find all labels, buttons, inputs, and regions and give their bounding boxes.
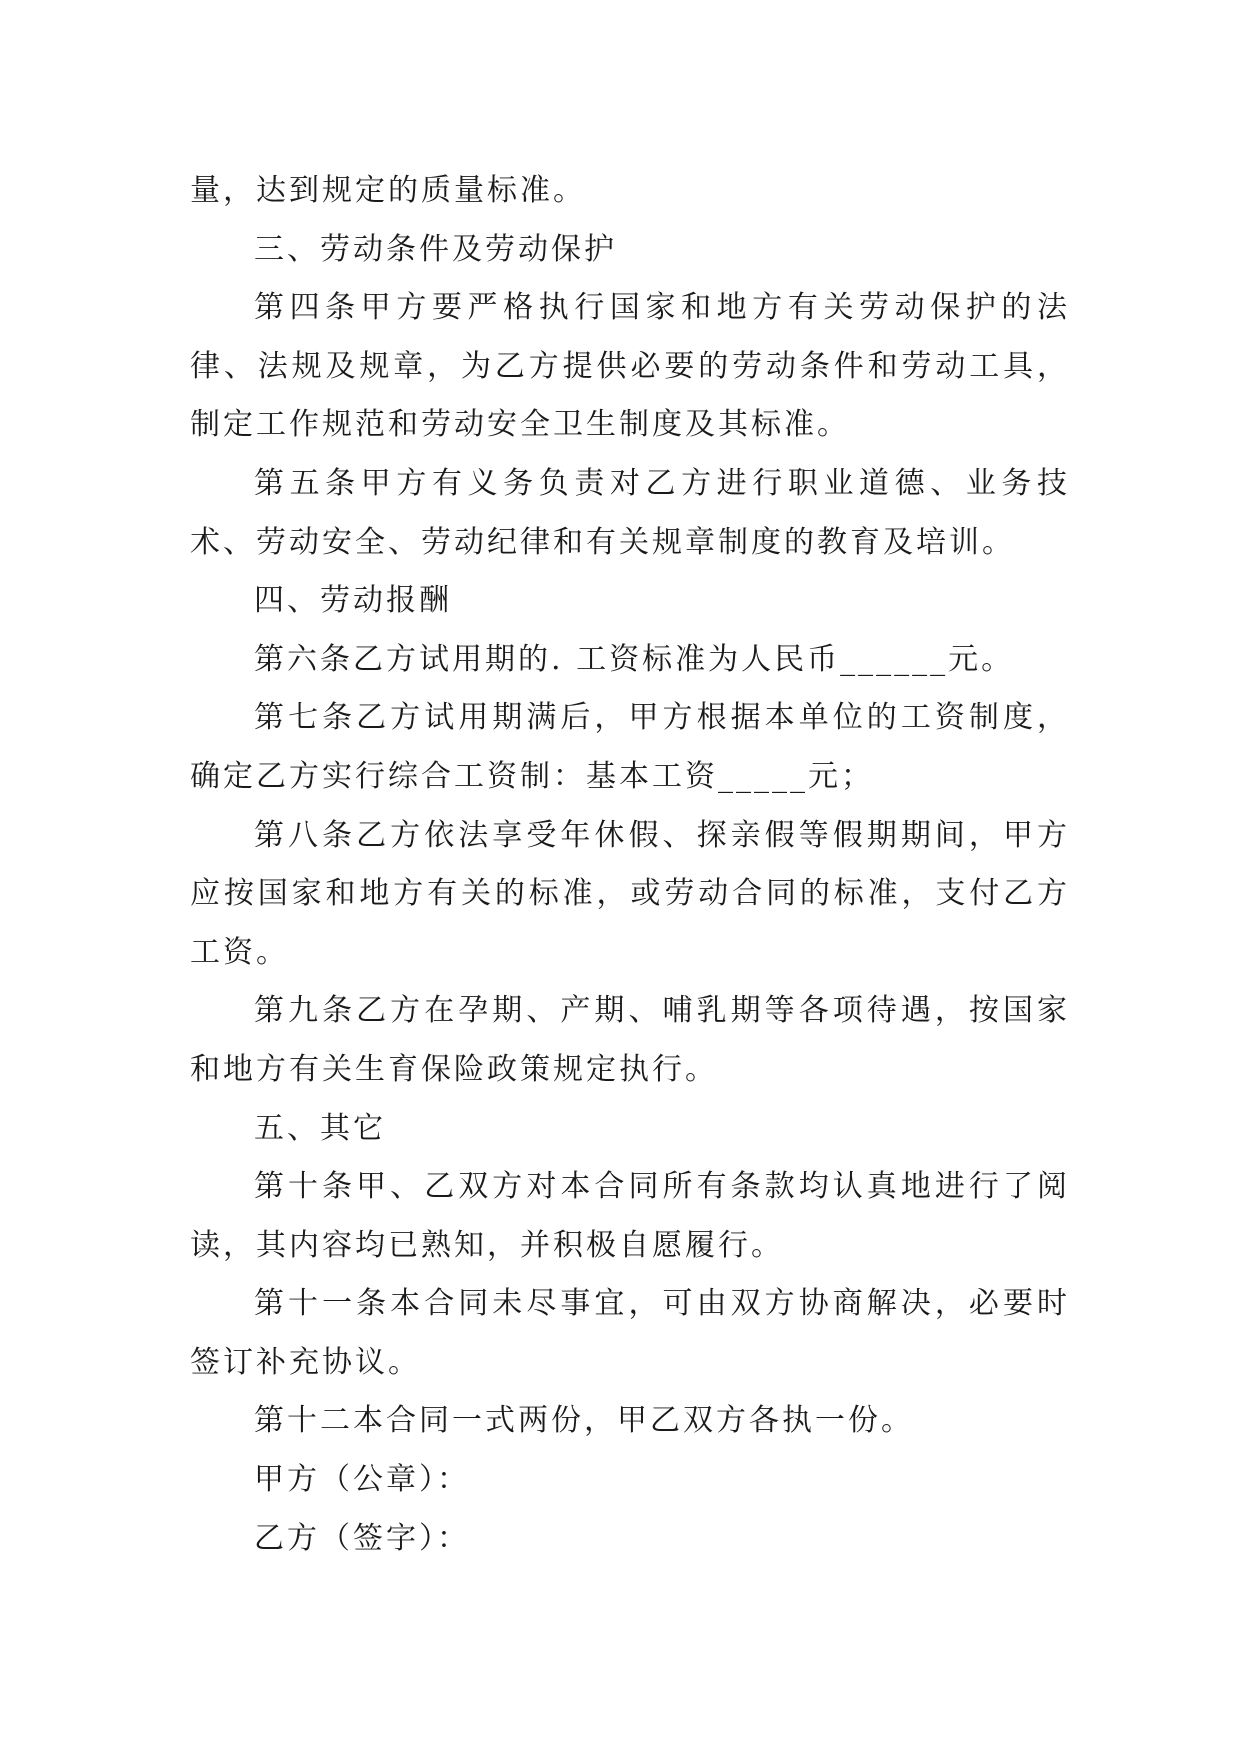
paragraph-continuation: 量，达到规定的质量标准。	[190, 173, 586, 208]
party-a-seal-line: 甲方（公章）：	[254, 1462, 470, 1498]
article-6: 第六条乙方试用期的. 工资标准为人民币______元。	[254, 641, 1015, 677]
section-heading-other: 五、其它	[254, 1110, 386, 1146]
article-10: 第十条甲、乙双方对本合同所有条款均认真地进行了阅读，其内容均已熟知，并积极自愿履行。	[190, 1169, 1070, 1263]
article-11: 第十一条本合同未尽事宜，可由双方协商解决，必要时签订补充协议。	[190, 1286, 1070, 1380]
article-12: 第十二本合同一式两份，甲乙双方各执一份。	[254, 1403, 914, 1439]
article-7: 第七条乙方试用期满后，甲方根据本单位的工资制度，确定乙方实行综合工资制：基本工资_____元；	[190, 700, 1070, 794]
section-heading-labor-conditions: 三、劳动条件及劳动保护	[254, 231, 617, 267]
article-4: 第四条甲方要严格执行国家和地方有关劳动保护的法律、法规及规章，为乙方提供必要的劳动条件和劳动工具，制定工作规范和劳动安全卫生制度及其标准。	[190, 290, 1070, 443]
article-5: 第五条甲方有义务负责对乙方进行职业道德、业务技术、劳动安全、劳动纪律和有关规章制度的教育及培训。	[190, 465, 1070, 560]
article-8: 第八条乙方依法享受年休假、探亲假等假期期间，甲方应按国家和地方有关的标准，或劳动合同的标准，支付乙方工资。	[190, 817, 1070, 970]
article-9: 第九条乙方在孕期、产期、哺乳期等各项待遇，按国家和地方有关生育保险政策规定执行。	[190, 993, 1070, 1087]
party-b-signature-line: 乙方（签字）：	[254, 1520, 470, 1556]
section-heading-remuneration: 四、劳动报酬	[254, 583, 452, 619]
document-body	[190, 162, 1070, 1568]
